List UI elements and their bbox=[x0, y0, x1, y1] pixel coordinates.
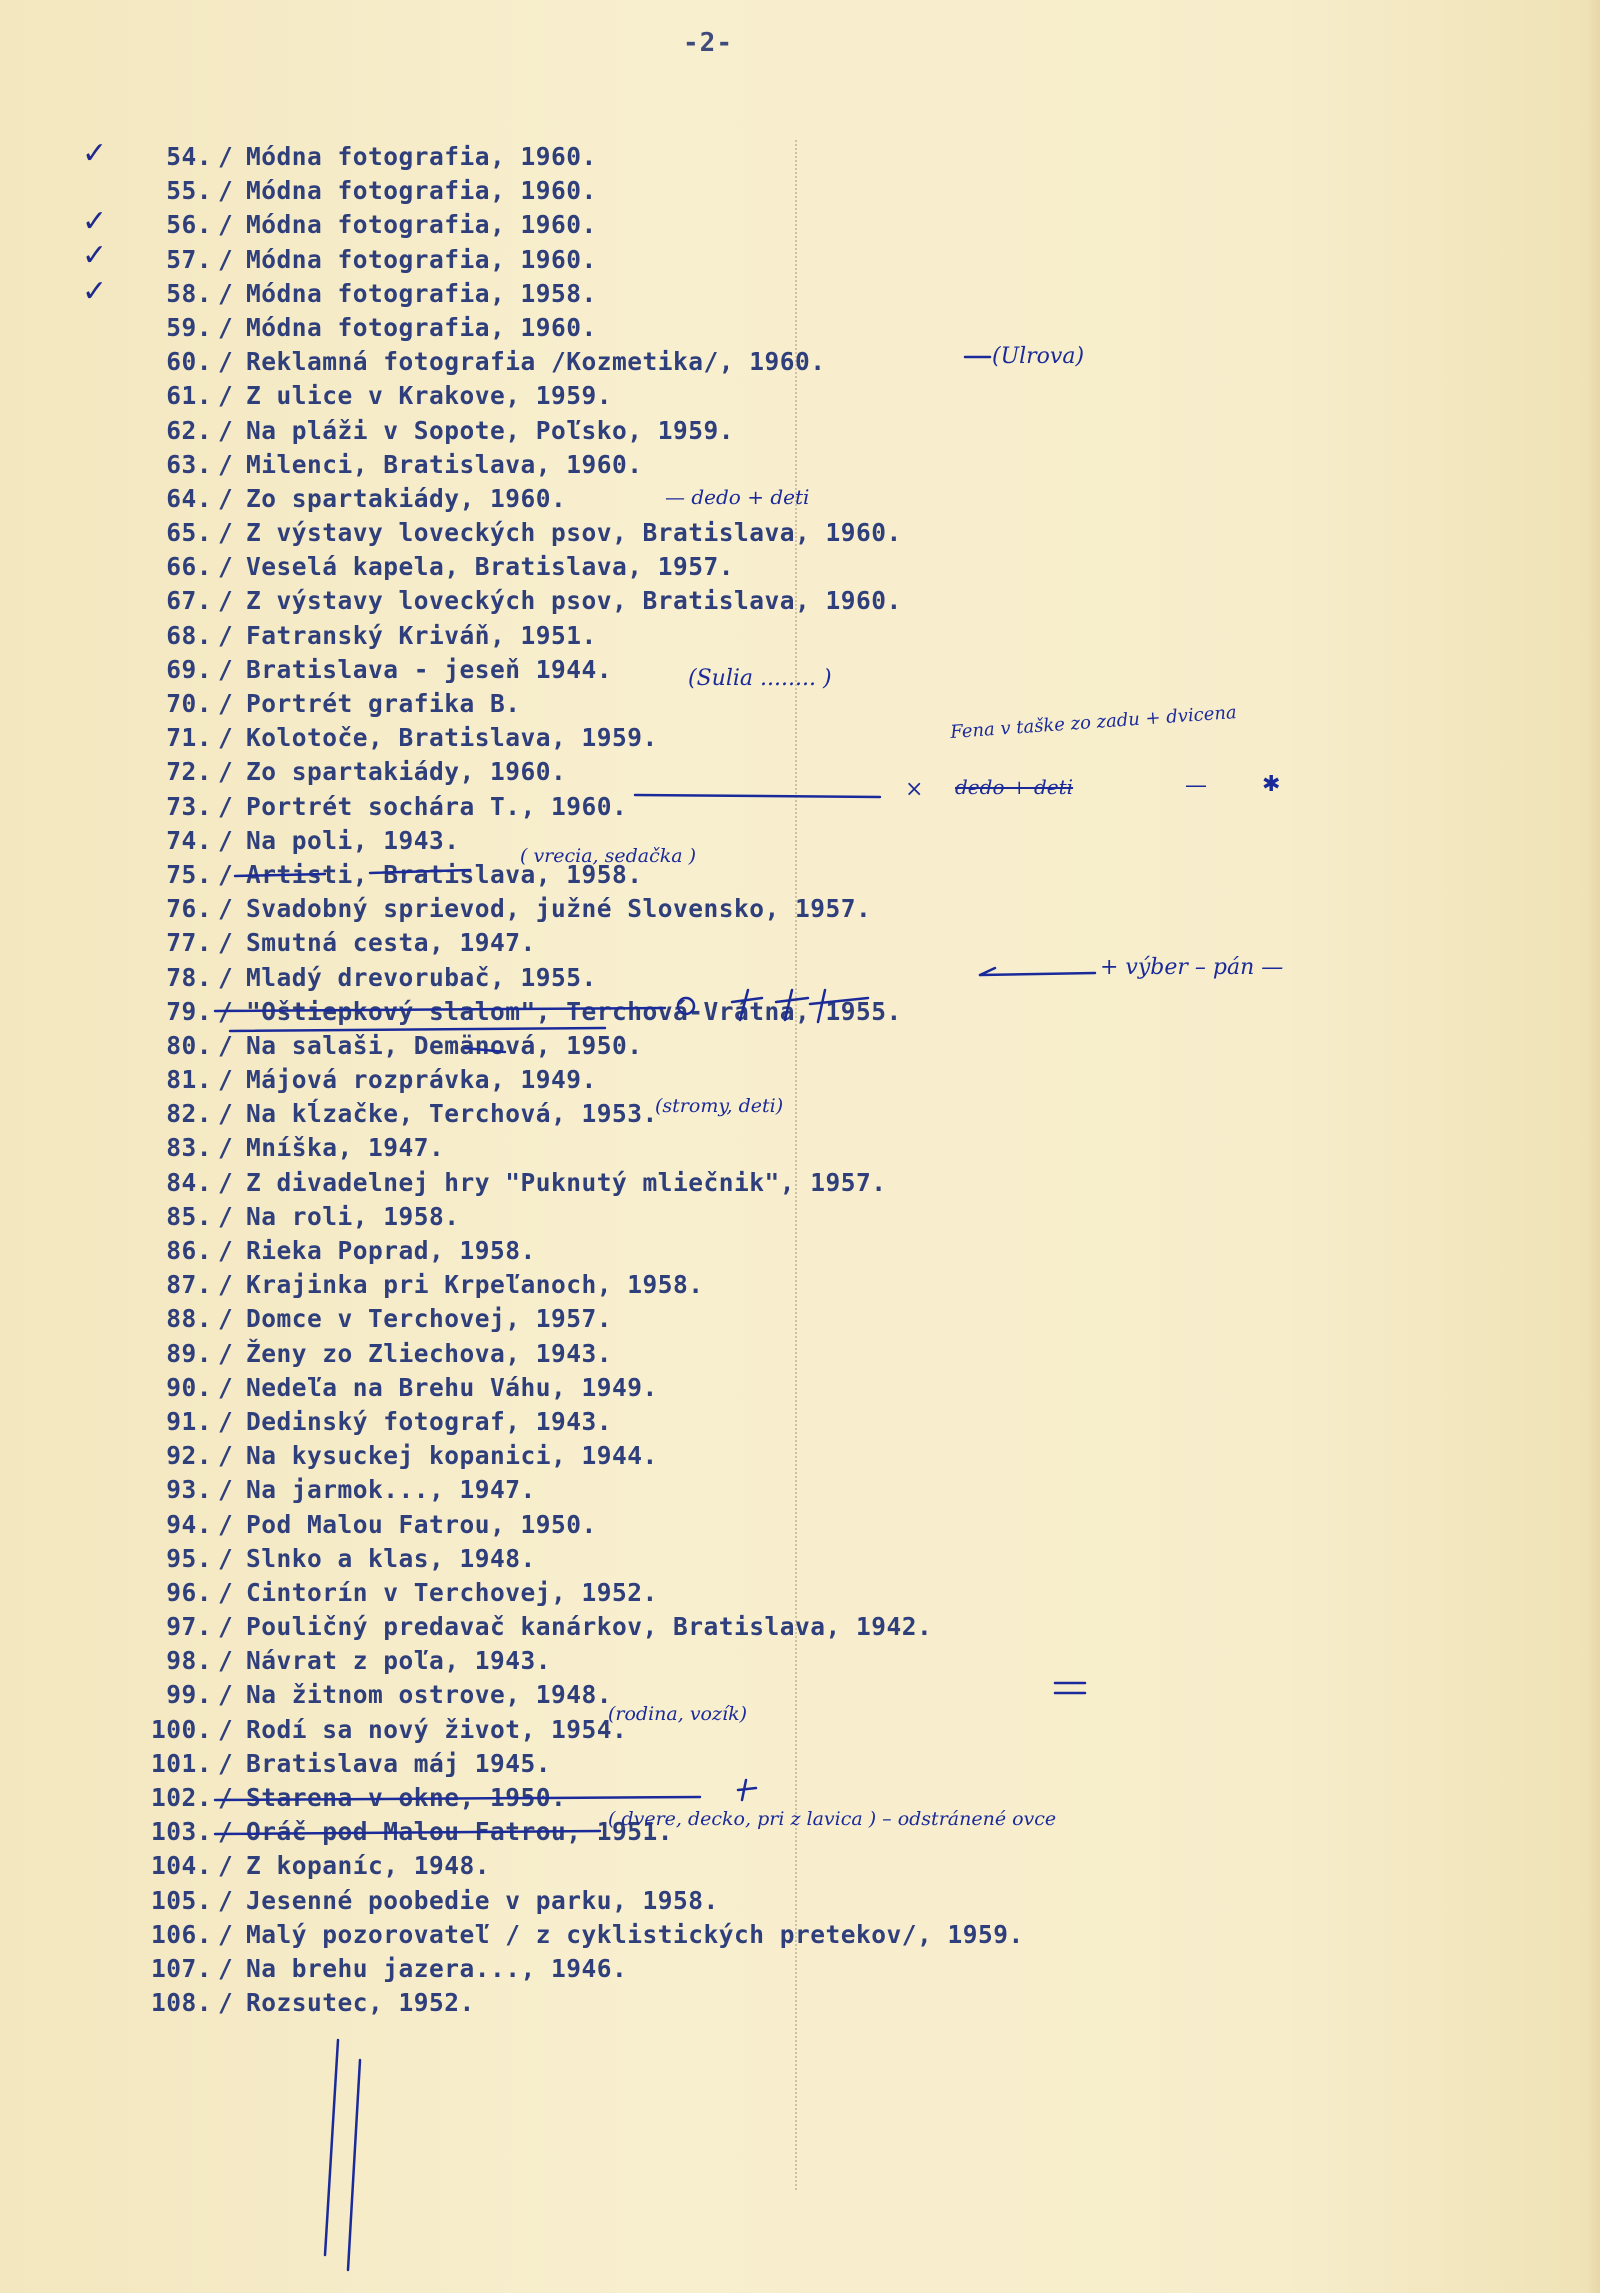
check-mark-icon: ✓ bbox=[82, 136, 108, 171]
handwritten-note: (Sulia ........ ) bbox=[688, 666, 832, 691]
list-item: 86. / Rieka Poprad, 1958. bbox=[166, 1236, 536, 1265]
list-item: 57. / Módna fotografia, 1960. bbox=[166, 244, 597, 274]
entry-title: Oráč pod Malou Fatrou, 1951. bbox=[246, 1817, 674, 1847]
entry-title: Artisti, Bratislava, 1958. bbox=[246, 859, 643, 889]
handwritten-note: ( vrecia, sedačka ) bbox=[520, 845, 697, 867]
list-item: 90. / Nedeľa na Brehu Váhu, 1949. bbox=[166, 1372, 658, 1402]
list-item: 63. / Milenci, Bratislava, 1960. bbox=[166, 449, 643, 479]
entry-title: Z kopaníc, 1948. bbox=[246, 1851, 491, 1881]
entry-title: Portrét grafika B. bbox=[246, 689, 521, 718]
entry-title: Ženy zo Zliechova, 1943. bbox=[246, 1338, 613, 1368]
handwritten-note: — dedo + deti bbox=[665, 485, 810, 509]
entry-title: Pouličný predavač kanárkov, Bratislava, 1942. bbox=[246, 1612, 933, 1642]
ink-underline bbox=[370, 870, 470, 873]
list-item: 56. / Módna fotografia, 1960. bbox=[166, 210, 597, 240]
ink-stroke bbox=[325, 2040, 338, 2255]
entry-title: Na poli, 1943. bbox=[246, 825, 460, 855]
list-item: 71. / Kolotoče, Bratislava, 1959. bbox=[166, 723, 658, 753]
entry-title: Rozsutec, 1952. bbox=[246, 1988, 475, 2018]
entry-title: Fatranský Kriváň, 1951. bbox=[246, 620, 597, 650]
entry-title: Kolotoče, Bratislava, 1959. bbox=[246, 723, 658, 753]
entry-title: Malý pozorovateľ / z cyklistických pretekov/, 1959. bbox=[246, 1919, 1024, 1949]
list-item: 107. / Na brehu jazera..., 1946. bbox=[150, 1953, 628, 1983]
entry-title: Na salaši, Demänová, 1950. bbox=[246, 1030, 643, 1060]
list-item: 74. / Na poli, 1943. bbox=[166, 825, 460, 855]
list-item: 70. / Portrét grafika B. bbox=[166, 689, 521, 718]
entry-title: Bratislava máj 1945. bbox=[246, 1748, 552, 1778]
entry-title: Mníška, 1947. bbox=[246, 1133, 445, 1163]
entry-title: Na kĺzačke, Terchová, 1953. bbox=[246, 1099, 658, 1129]
entry-title: Zo spartakiády, 1960. bbox=[246, 483, 567, 513]
list-item: 87. / Krajinka pri Krpeľanoch, 1958. bbox=[166, 1270, 704, 1300]
list-item: 88. / Domce v Terchovej, 1957. bbox=[166, 1304, 613, 1334]
check-mark-icon: ✓ bbox=[82, 238, 108, 273]
entry-title: Jesenné poobedie v parku, 1958. bbox=[246, 1885, 719, 1915]
entry-title: "Oštiepkový slalom", Terchová-Vrátna, 1955. bbox=[246, 996, 902, 1026]
entry-title: Z ulice v Krakove, 1959. bbox=[246, 381, 613, 411]
entry-title: Májová rozprávka, 1949. bbox=[246, 1065, 597, 1095]
handwritten-note: Fena v taške zo zadu + dvicena bbox=[949, 702, 1238, 743]
entry-title: Na pláži v Sopote, Poľsko, 1959. bbox=[246, 415, 735, 445]
entry-title: Na kysuckej kopanici, 1944. bbox=[246, 1441, 658, 1471]
list-item: 76. / Svadobný sprievod, južné Slovensko, 1957. bbox=[166, 894, 872, 924]
ink-cross bbox=[738, 1780, 756, 1800]
entry-title: Krajinka pri Krpeľanoch, 1958. bbox=[246, 1270, 704, 1300]
list-item: 80. / Na salaši, Demänová, 1950. bbox=[166, 1030, 643, 1060]
entry-title: Na žitnom ostrove, 1948. bbox=[246, 1680, 613, 1710]
list-item: 78. / Mladý drevorubač, 1955. bbox=[166, 962, 597, 992]
list-item: 102. / Starena v okne, 1950. bbox=[150, 1783, 567, 1812]
entry-title: Nedeľa na Brehu Váhu, 1949. bbox=[246, 1372, 658, 1402]
list-item: 79. / "Oštiepkový slalom", Terchová-Vrátna, 1955. bbox=[166, 996, 902, 1026]
ink-crosses bbox=[732, 990, 868, 1022]
list-item: 104. / Z kopaníc, 1948. bbox=[150, 1851, 491, 1881]
entry-title: Návrat z poľa, 1943. bbox=[246, 1646, 552, 1676]
entry-title: Módna fotografia, 1960. bbox=[246, 142, 597, 171]
entry-title: Dedinský fotograf, 1943. bbox=[246, 1406, 613, 1436]
list-item: 105. / Jesenné poobedie v parku, 1958. bbox=[150, 1885, 719, 1915]
entry-title: Svadobný sprievod, južné Slovensko, 1957. bbox=[246, 894, 872, 924]
list-item: 73. / Portrét sochára T., 1960. bbox=[166, 791, 628, 821]
entry-title: Zo spartakiády, 1960. bbox=[246, 757, 567, 787]
list-item: 94. / Pod Malou Fatrou, 1950. bbox=[166, 1509, 597, 1539]
list-item: 99. / Na žitnom ostrove, 1948. bbox=[166, 1680, 613, 1710]
list-item: 108. / Rozsutec, 1952. bbox=[150, 1988, 475, 2018]
list-item: 59. / Módna fotografia, 1960. bbox=[166, 312, 597, 342]
list-item: 106. / Malý pozorovateľ / z cyklistických pretekov/, 1959. bbox=[150, 1919, 1024, 1949]
list-item: 77. / Smutná cesta, 1947. bbox=[166, 928, 536, 958]
list-item: 82. / Na kĺzačke, Terchová, 1953. bbox=[166, 1099, 658, 1129]
entry-title: Cintorín v Terchovej, 1952. bbox=[246, 1577, 658, 1607]
asterisk-icon: ✱ bbox=[1262, 772, 1281, 797]
entry-title: Mladý drevorubač, 1955. bbox=[246, 962, 597, 992]
list-item: 72. / Zo spartakiády, 1960. bbox=[166, 757, 567, 787]
entry-title: Smutná cesta, 1947. bbox=[246, 928, 536, 958]
list-item: 65. / Z výstavy loveckých psov, Bratislava, 1960. bbox=[166, 518, 902, 548]
entry-title: Z výstavy loveckých psov, Bratislava, 1960. bbox=[246, 518, 902, 548]
handwritten-note: (stromy, deti) bbox=[655, 1095, 784, 1117]
ink-circle bbox=[678, 998, 694, 1014]
list-item: 68. / Fatranský Kriváň, 1951. bbox=[166, 620, 597, 650]
list-item: 98. / Návrat z poľa, 1943. bbox=[166, 1646, 552, 1676]
entry-title: Slnko a klas, 1948. bbox=[246, 1543, 536, 1573]
entry-title: Milenci, Bratislava, 1960. bbox=[246, 449, 643, 479]
entry-title: Módna fotografia, 1960. bbox=[246, 244, 597, 274]
entry-title: Z výstavy loveckých psov, Bratislava, 1960. bbox=[246, 586, 902, 616]
ink-underline bbox=[215, 1831, 600, 1834]
entry-title: Pod Malou Fatrou, 1950. bbox=[246, 1509, 597, 1539]
handwritten-note: + výber – pán — bbox=[1100, 955, 1284, 980]
handwritten-note: (Ulrova) bbox=[992, 344, 1085, 369]
list-item: 95. / Slnko a klas, 1948. bbox=[166, 1543, 536, 1573]
entry-title: Veselá kapela, Bratislava, 1957. bbox=[246, 552, 735, 582]
list-item: 89. / Ženy zo Zliechova, 1943. bbox=[166, 1338, 613, 1368]
ink-arrow-line bbox=[980, 973, 1095, 975]
list-item: 55. / Módna fotografia, 1960. bbox=[166, 176, 597, 206]
entry-title: Starena v okne, 1950. bbox=[246, 1783, 567, 1812]
list-item: 100. / Rodí sa nový život, 1954. bbox=[150, 1714, 628, 1744]
list-item: 60. / Reklamná fotografia /Kozmetika/, 1960. bbox=[166, 347, 826, 377]
list-item: 84. / Z divadelnej hry "Puknutý mliečnik", 1957. bbox=[166, 1167, 887, 1197]
list-item: 81. / Májová rozprávka, 1949. bbox=[166, 1065, 597, 1095]
ink-strike bbox=[465, 1048, 505, 1052]
list-item: 83. / Mníška, 1947. bbox=[166, 1133, 445, 1163]
entry-title: Reklamná fotografia /Kozmetika/, 1960. bbox=[246, 347, 826, 377]
list-item: 75. / Artisti, Bratislava, 1958. bbox=[166, 859, 643, 889]
ink-underline bbox=[635, 795, 880, 797]
entry-title: Na brehu jazera..., 1946. bbox=[246, 1953, 628, 1983]
entry-title: Na roli, 1958. bbox=[246, 1201, 460, 1231]
list-item: 103. / Oráč pod Malou Fatrou, 1951. bbox=[150, 1817, 674, 1847]
handwritten-note: — bbox=[1185, 773, 1207, 798]
list-item: 101. / Bratislava máj 1945. bbox=[150, 1748, 552, 1778]
entry-title: Domce v Terchovej, 1957. bbox=[246, 1304, 613, 1334]
list-item: 92. / Na kysuckej kopanici, 1944. bbox=[166, 1441, 658, 1471]
handwritten-note: (rodina, vozík) bbox=[608, 1703, 748, 1725]
list-item: 85. / Na roli, 1958. bbox=[166, 1201, 460, 1231]
entry-title: Portrét sochára T., 1960. bbox=[246, 791, 628, 821]
entry-title: Na jarmok..., 1947. bbox=[246, 1475, 536, 1505]
list-item: 61. / Z ulice v Krakove, 1959. bbox=[166, 381, 613, 411]
entry-title: Módna fotografia, 1960. bbox=[246, 312, 597, 342]
list-item: 67. / Z výstavy loveckých psov, Bratislava, 1960. bbox=[166, 586, 902, 616]
handwritten-note: × bbox=[905, 777, 924, 802]
ink-underline bbox=[215, 1008, 665, 1011]
list-item: 64. / Zo spartakiády, 1960. bbox=[166, 483, 567, 513]
ink-strike bbox=[230, 1028, 605, 1031]
entry-title: Módna fotografia, 1960. bbox=[246, 176, 597, 206]
list-item: 66. / Veselá kapela, Bratislava, 1957. bbox=[166, 552, 735, 582]
list-item: 96. / Cintorín v Terchovej, 1952. bbox=[166, 1577, 658, 1607]
entry-title: Rodí sa nový život, 1954. bbox=[246, 1714, 628, 1744]
entry-title: Rieka Poprad, 1958. bbox=[246, 1236, 536, 1265]
list-item: 54. / Módna fotografia, 1960. bbox=[166, 142, 597, 171]
check-mark-icon: ✓ bbox=[82, 274, 108, 309]
handwritten-note: dedo + deti bbox=[955, 775, 1074, 799]
ink-underline bbox=[215, 1797, 700, 1800]
list-item: 69. / Bratislava - jeseň 1944. bbox=[166, 654, 613, 684]
list-item: 97. / Pouličný predavač kanárkov, Bratislava, 1942. bbox=[166, 1612, 933, 1642]
list-item: 58. / Módna fotografia, 1958. bbox=[166, 278, 597, 308]
page-number: -2- bbox=[683, 28, 733, 58]
ink-stroke bbox=[348, 2060, 360, 2270]
entry-title: Módna fotografia, 1958. bbox=[246, 278, 597, 308]
ink-underline bbox=[235, 874, 325, 876]
entry-title: Bratislava - jeseň 1944. bbox=[246, 654, 613, 684]
handwritten-note: ( dvere, decko, pri z lavica ) – odstránené ovce bbox=[608, 1808, 1057, 1830]
list-item: 62. / Na pláži v Sopote, Poľsko, 1959. bbox=[166, 415, 735, 445]
entry-title: Z divadelnej hry "Puknutý mliečnik", 1957. bbox=[246, 1167, 887, 1197]
check-mark-icon: ✓ bbox=[82, 204, 108, 239]
list-item: 93. / Na jarmok..., 1947. bbox=[166, 1475, 536, 1505]
entry-title: Módna fotografia, 1960. bbox=[246, 210, 597, 240]
list-item: 91. / Dedinský fotograf, 1943. bbox=[166, 1406, 613, 1436]
